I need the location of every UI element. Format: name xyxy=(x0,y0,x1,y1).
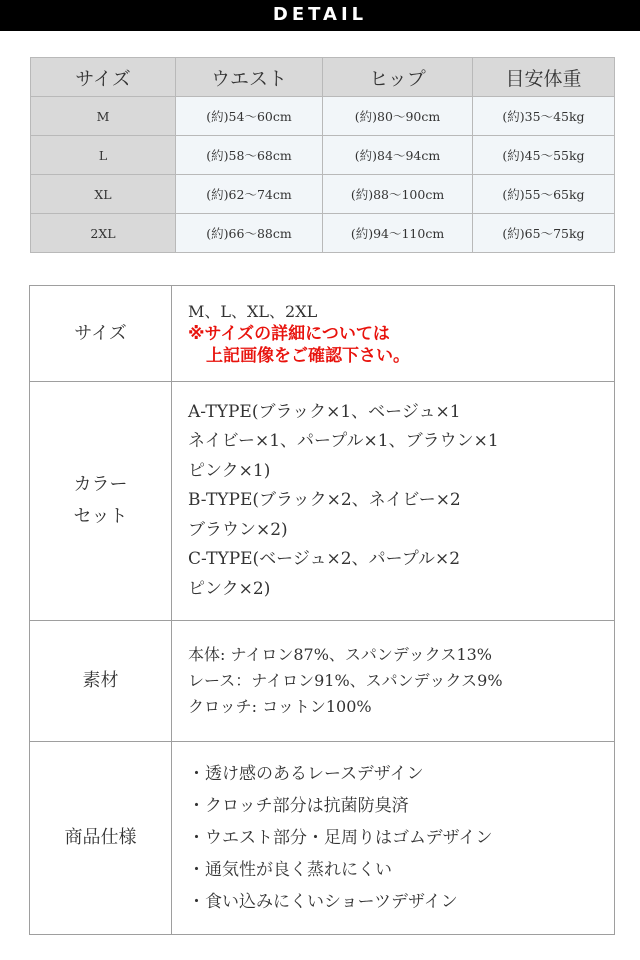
waist-value: (約)66〜88cm xyxy=(176,214,323,253)
feature-item: ・ウエスト部分・足周りはゴムデザイン xyxy=(188,828,493,848)
weight-value: (約)65〜75kg xyxy=(473,214,615,253)
feature-item: ・食い込みにくいショーツデザイン xyxy=(188,892,458,912)
size-label: 2XL xyxy=(31,214,176,253)
spec-row-features xyxy=(30,742,615,935)
table-row xyxy=(31,136,615,175)
color-set-line: ブラウン×2) xyxy=(188,519,288,540)
header-hip: ヒップ xyxy=(323,58,473,97)
header-title: DETAIL xyxy=(272,4,368,25)
color-set-line: B-TYPE(ブラック×2、ネイビー×2 xyxy=(188,490,461,511)
feature-item: ・透け感のあるレースデザイン xyxy=(188,764,424,784)
waist-value: (約)54〜60cm xyxy=(176,97,323,136)
weight-value: (約)45〜55kg xyxy=(473,136,615,175)
header-size: サイズ xyxy=(31,58,176,97)
spec-label-features: 商品仕様 xyxy=(30,742,172,935)
material-line: 本体: ナイロン87%、スパンデックス13% xyxy=(188,645,493,664)
hip-value: (約)84〜94cm xyxy=(323,136,473,175)
size-note-line-2: 上記画像をご確認下さい。 xyxy=(206,345,410,366)
feature-item: ・クロッチ部分は抗菌防臭済 xyxy=(188,796,409,816)
color-set-line: ネイビー×1、パープル×1、ブラウン×1 xyxy=(188,431,499,452)
size-note-line-1: ※サイズの詳細については xyxy=(188,323,390,344)
table-row xyxy=(31,214,615,253)
color-set-line: ピンク×1) xyxy=(188,460,271,481)
detail-header xyxy=(0,0,640,31)
weight-value: (約)35〜45kg xyxy=(473,97,615,136)
table-row xyxy=(31,175,615,214)
weight-value: (約)55〜65kg xyxy=(473,175,615,214)
feature-item: ・通気性が良く蒸れにくい xyxy=(188,860,392,880)
material-line: クロッチ: コットン100% xyxy=(188,697,372,716)
spec-row-color xyxy=(30,382,615,621)
size-chart-table xyxy=(30,57,615,253)
hip-value: (約)88〜100cm xyxy=(323,175,473,214)
spec-label-color xyxy=(30,382,172,621)
material-line: レース：ナイロン91%、スパンデックス9% xyxy=(188,671,503,690)
header-waist: ウエスト xyxy=(176,58,323,97)
spec-row-size xyxy=(30,286,615,382)
product-spec-table xyxy=(29,285,615,935)
waist-value: (約)58〜68cm xyxy=(176,136,323,175)
size-label: XL xyxy=(31,175,176,214)
spec-value-features xyxy=(172,742,615,935)
waist-value: (約)62〜74cm xyxy=(176,175,323,214)
color-set-line: C-TYPE(ベージュ×2、パープル×2 xyxy=(188,549,461,570)
size-chart-header-row xyxy=(31,58,615,97)
color-set-line: A-TYPE(ブラック×1、ベージュ×1 xyxy=(188,401,461,422)
color-label-line-2: セット xyxy=(73,506,128,527)
spec-value-material xyxy=(172,621,615,742)
size-label: M xyxy=(31,97,176,136)
spec-row-material xyxy=(30,621,615,742)
spec-label-material: 素材 xyxy=(30,621,172,742)
color-set-line: ピンク×2) xyxy=(188,578,271,599)
size-label: L xyxy=(31,136,176,175)
spec-label-size: サイズ xyxy=(30,286,172,382)
table-row xyxy=(31,97,615,136)
spec-value-color xyxy=(172,382,615,621)
spec-value-size xyxy=(172,286,615,382)
color-label-line-1: カラー xyxy=(73,474,128,495)
hip-value: (約)80〜90cm xyxy=(323,97,473,136)
header-weight: 目安体重 xyxy=(473,58,615,97)
hip-value: (約)94〜110cm xyxy=(323,214,473,253)
size-list: M、L、XL、2XL xyxy=(188,301,318,321)
